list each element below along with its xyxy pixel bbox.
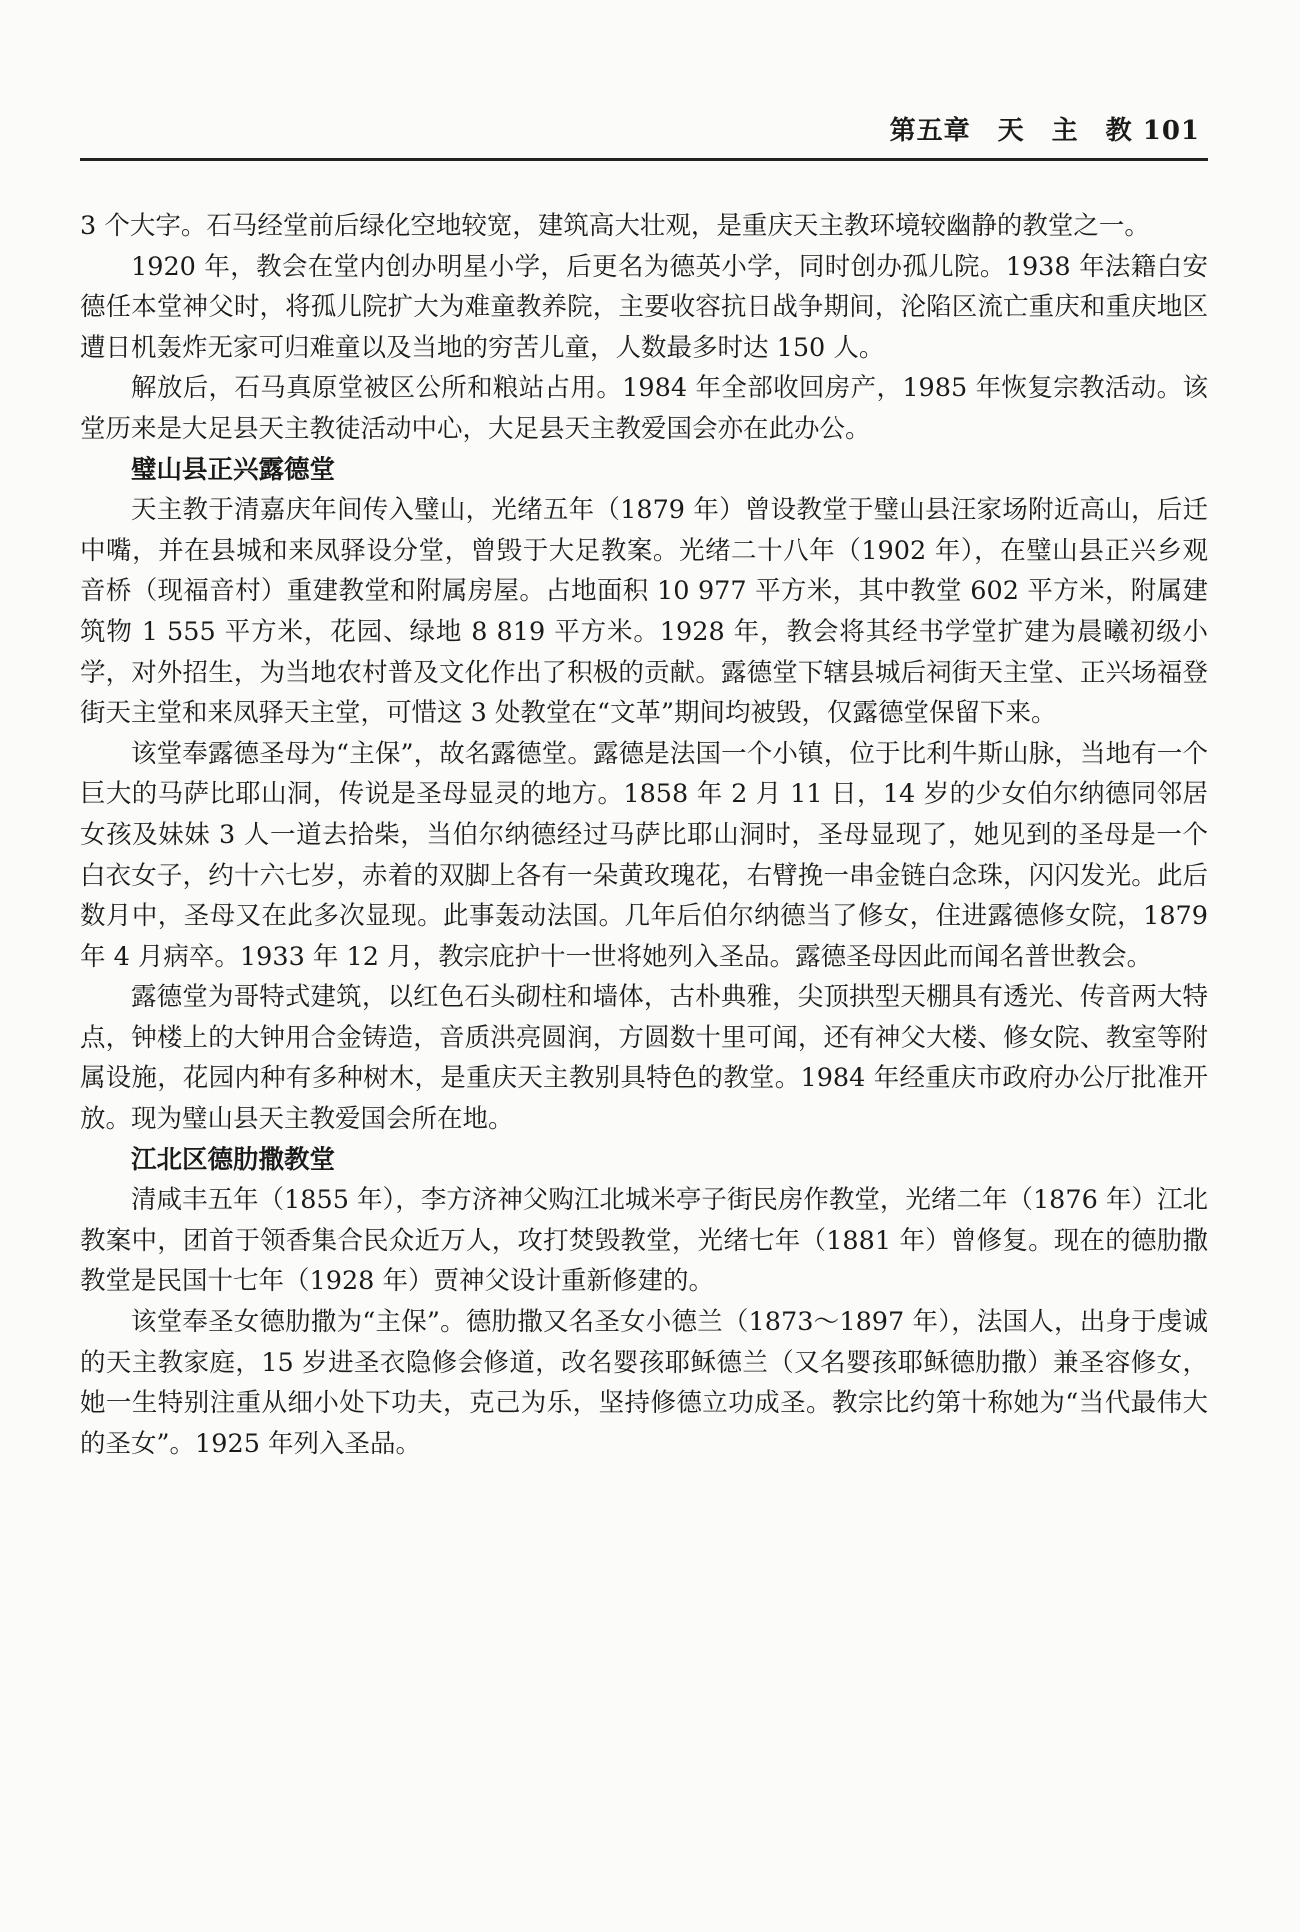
paragraph: 天主教于清嘉庆年间传入璧山，光绪五年（1879 年）曾设教堂于璧山县汪家场附近高山，后迁中嘴，并在县城和来凤驿设分堂，曾毁于大足教案。光绪二十八年（1902 年），在璧山县正兴乡观音桥（现福音村）重建教堂和附属房屋。占地面积 10 977 平方米，其中教堂 602 平方米，附属建筑物 1 555 平方米，花园、绿地 8 819 平方米。1928 年，教会将其经书学堂扩建为晨曦初级小学，对外招生，为当地农村普及文化作出了积极的贡献。露德堂下辖县城后祠街天主堂、正兴场福登街天主堂和来凤驿天主堂，可惜这 3 处教堂在“文革”期间均被毁，仅露德堂保留下来。 (80, 495, 1208, 729)
section-heading: 璧山县正兴露德堂 (131, 454, 336, 485)
paragraph: 露德堂为哥特式建筑，以红色石头砌柱和墙体，古朴典雅，尖顶拱型天棚具有透光、传音两大特点，钟楼上的大钟用合金铸造，音质洪亮圆润，方圆数十里可闻，还有神父大楼、修女院、教室等附属设施，花园内种有多种树木，是重庆天主教别具特色的教堂。1984 年经重庆市政府办公厅批准开放。现为璧山县天主教爱国会所在地。 (80, 982, 1208, 1135)
paragraph: 1920 年，教会在堂内创办明星小学，后更名为德英小学，同时创办孤儿院。1938 年法籍白安德任本堂神父时，将孤儿院扩大为难童教养院，主要收容抗日战争期间，沦陷区流亡重庆和重庆地区遭日机轰炸无家可归难童以及当地的穷苦儿童，人数最多时达 150 人。 (80, 251, 1208, 363)
paragraph: 该堂奉圣女德肋撒为“主保”。德肋撒又名圣女小德兰（1873～1897 年），法国人，出身于虔诚的天主教家庭，15 岁进圣衣隐修会修道，改名婴孩耶稣德兰（又名婴孩耶稣德肋撒）兼圣容修女，她一生特别注重从细小处下功夫，克己为乐，坚持修德立功成圣。教宗比约第十称她为“当代最伟大的圣女”。1925 年列入圣品。 (80, 1307, 1208, 1459)
paragraph: 清咸丰五年（1855 年），李方济神父购江北城米亭子街民房作教堂，光绪二年（1876 年）江北教案中，团首于领香集合民众近万人，攻打焚毁教堂，光绪七年（1881 年）曾修复。现在的德肋撒教堂是民国十七年（1928 年）贾神父设计重新修建的。 (80, 1185, 1208, 1297)
paragraph: 解放后，石马真原堂被区公所和粮站占用。1984 年全部收回房产，1985 年恢复宗教活动。该堂历来是大足县天主教徒活动中心，大足县天主教爱国会亦在此办公。 (80, 373, 1208, 444)
page-body (80, 206, 1208, 1464)
running-head: 第五章 天 主 教 101 (889, 116, 1200, 146)
paragraph: 3 个大字。石马经堂前后绿化空地较宽，建筑高大壮观，是重庆天主教环境较幽静的教堂之一。 (80, 211, 1150, 241)
section-heading: 江北区德肋撒教堂 (131, 1144, 336, 1175)
paragraph: 该堂奉露德圣母为“主保”，故名露德堂。露德是法国一个小镇，位于比利牛斯山脉，当地有一个巨大的马萨比耶山洞，传说是圣母显灵的地方。1858 年 2 月 11 日，14 岁的少女伯尔纳德同邻居女孩及妹妹 3 人一道去拾柴，当伯尔纳德经过马萨比耶山洞时，圣母显现了，她见到的圣母是一个白衣女子，约十六七岁，赤着的双脚上各有一朵黄玫瑰花，右臂挽一串金链白念珠，闪闪发光。此后数月中，圣母又在此多次显现。此事轰动法国。几年后伯尔纳德当了修女，住进露德修女院，1879 年 4 月病卒。1933 年 12 月，教宗庇护十一世将她列入圣品。露德圣母因此而闻名普世教会。 (80, 738, 1208, 972)
page-header (80, 114, 1208, 162)
header-rule (80, 158, 1208, 161)
